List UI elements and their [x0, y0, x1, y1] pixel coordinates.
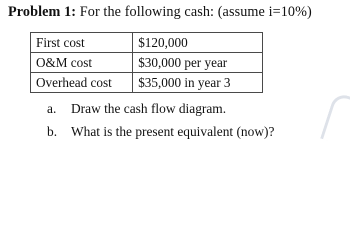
- list-item: [47, 120, 274, 143]
- problem-statement: For the following cash: (assume i=10%): [79, 4, 312, 20]
- question-text: What is the present equivalent (now)?: [71, 124, 275, 139]
- cost-value-cell: $30,000 per year: [133, 53, 263, 73]
- table-row: [31, 73, 263, 93]
- question-list: [47, 97, 274, 143]
- cost-value-cell: $35,000 in year 3: [133, 73, 263, 93]
- problem-label: Problem 1:: [8, 4, 77, 20]
- cost-value-cell: $120,000: [133, 33, 263, 53]
- cost-name-cell: First cost: [31, 33, 133, 53]
- faint-watermark-mark: [320, 92, 350, 148]
- cost-table: [30, 32, 263, 93]
- cost-name-cell: O&M cost: [31, 53, 133, 73]
- question-text: Draw the cash flow diagram.: [71, 101, 227, 116]
- table-row: [31, 33, 263, 53]
- list-item: [47, 97, 274, 120]
- problem-header: [8, 4, 312, 21]
- cost-name-cell: Overhead cost: [31, 73, 133, 93]
- question-letter: a.: [47, 101, 57, 116]
- question-letter: b.: [47, 124, 58, 139]
- table-row: [31, 53, 263, 73]
